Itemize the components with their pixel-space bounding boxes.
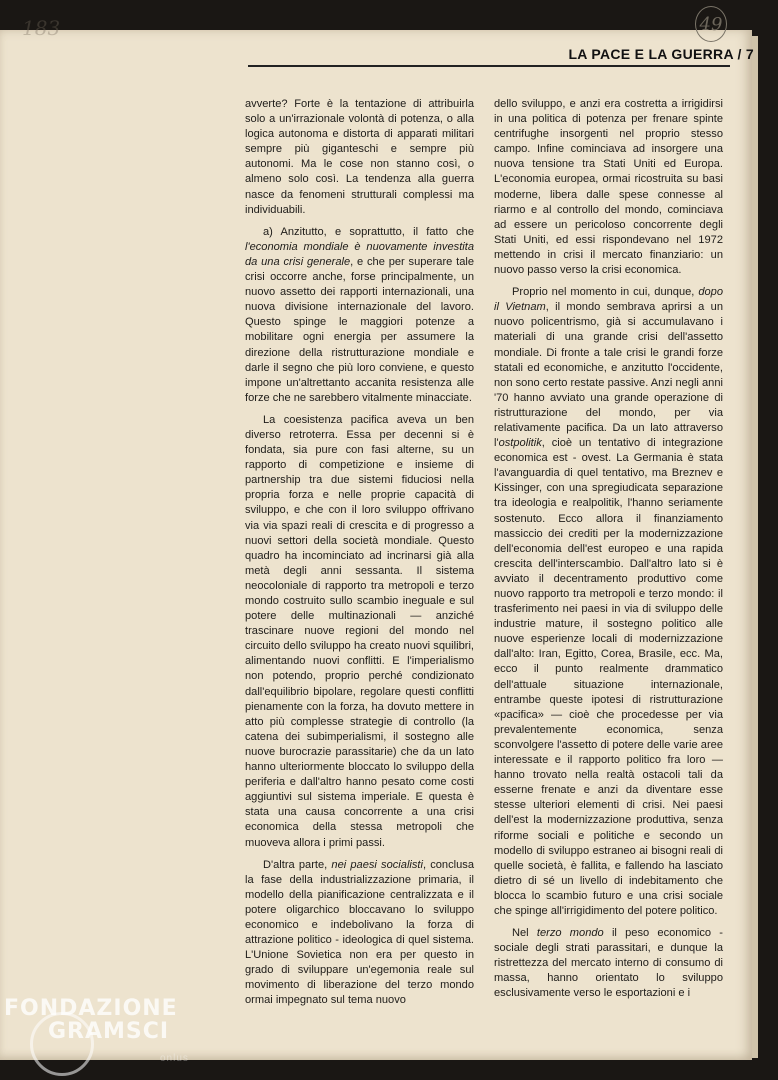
watermark-line-1: FONDAZIONE — [4, 996, 178, 1021]
paragraph: avverte? Forte è la tentazione di attribuirla solo a un'irrazionale volontà di potenza, o alla logica autonoma e distorta di apparati militari sempre più giganteschi e sempre più autonomi. Ma le cose non stanno così, o almeno solo così. La tendenza alla guerra nasce da fenomeni strutturali complessi ma individuabili. — [245, 98, 474, 216]
faint-pencil-note: 183 — [22, 16, 61, 40]
watermark — [4, 996, 178, 1044]
watermark-subtitle: onlus — [160, 1053, 189, 1064]
watermark-line-2: GRAMSCI — [48, 1019, 170, 1044]
paragraph: Nel terzo mondo il peso economico - sociale degli strati parassitari, e dunque la ristrettezza del mercato interno di consumo di massa, hanno orientato lo sviluppo esclusivamente verso le esportazioni e i — [494, 927, 723, 1000]
paragraph: dello sviluppo, e anzi era costretta a irrigidirsi in una politica di potenza per frenare spinte centrifughe insorgenti nel proprio stesso campo. Infine cominciava ad insorgere una nuova tensione tra Stati Uniti ed Europa. L'economia europea, ormai ricostruita su basi moderne, libera dalle spese connesse al riarmo e al controllo del mondo, cominciava ad essere un pericoloso concorrente degli Stati Uniti, ed essi rispondevano nel 1972 mettendo in crisi il mercato finanziario: un nuovo passo verso la crisi economica. — [494, 98, 723, 277]
paragraph: La coesistenza pacifica aveva un ben diverso retroterra. Essa per decenni si è fondata, sia pure con fasi alterne, su un rapporto di competizione e insieme di partnership tra due sistemi fiduciosi nella propria forza e nelle proprie capacità di sviluppo, e che con il loro sviluppo offrivano via via spazi reali di crescita e di progresso a nuovi settori della società mondiale. Questo quadro ha incominciato ad incrinarsi già alla metà degli anni sessanta. Il sistema neocoloniale di rapporto tra metropoli e terzo mondo costruito sullo scambio ineguale e sul potere delle multinazionali — anziché trascinare nuove regioni del mondo nel circuito dello sviluppo ha creato nuovi squilibri, alimentando nuovi conflitti. E l'imperialismo non potendo, proprio perché condizionato dall'equilibrio bipolare, regolare questi conflitti pienamente con la forza, ha dovuto mettere in atto più complesse strategie di controllo (la catena dei subimperialismi, il sostegno alle nuove burocrazie parassitarie) che da un lato hanno ulteriormente bloccato lo sviluppo della periferia e dall'altro hanno pesato come costi aggiuntivi sul sistema imperiale. E questa è stata una causa concorrente a una crisi economica della stessa metropoli che muoveva allora i primi passi. — [245, 413, 474, 849]
right-column — [494, 97, 723, 1009]
running-header: LA PACE E LA GUERRA / 7 — [568, 46, 754, 62]
handwritten-page-number: 49 — [695, 6, 727, 42]
paragraph: D'altra parte, nei paesi socialisti, conclusa la fase della industrializzazione primaria, il modello della pianificazione centralizzata e il potere oligarchico bloccavano lo sviluppo economico e indebolivano la forza di attrazione politico - ideologica di quel sistema. L'Unione Sovietica non era per questo in grado di sviluppare un'egemonia reale sul movimento di liberazione del terzo mondo ormai impegnato sul tema nuovo — [245, 858, 474, 1007]
paragraph: Proprio nel momento in cui, dunque, dopo il Vietnam, il mondo sembrava aprirsi a un nuovo policentrismo, già si accumulavano i materiali di una grande crisi dell'assetto mondiale. Di fronte a tale crisi le grandi forze statali ed economiche, e anzitutto l'occidente, non sono certo restate passive. Anzi negli anni '70 hanno avviato una grande operazione di ristrutturazione del mondo, per via relativamente pacifica. Da un lato attraverso l'ostpolitik, cioè un tentativo di integrazione economica est - ovest. La Germania è stata l'avanguardia di quel tentativo, ma Breznev e Kissinger, con una spregiudicata separazione tra ideologia e realpolitik, l'hanno seriamente sostenuto. Ecco allora il finanziamento massiccio dei crediti per la modernizzazione dell'economia dell'est europeo e una rapida crescita dell'interscambio. Dall'altro lato si è avviato il decentramento produttivo come nuovo rapporto tra metropoli e terzo mondo: il trasferimento nei paesi in via di sviluppo delle industrie mature, il sostegno politico alle nuove esperienze locali di modernizzazione dall'alto: Iran, Egitto, Corea, Brasile, ecc. Ma, ecco il punto realmente drammatico dell'attuale situazione internazionale, entrambe queste ipotesi di ristrutturazione «pacifica» — cioè che procedesse per via prevalentemente economica, senza sconvolgere l'assetto di potere delle varie aree interessate e il rapporto politico fra loro — hanno trovato nella realtà ostacoli tali da esserne frenate e anzi da diventare esse stesse ulteriori elementi di crisi. Nei paesi dell'est la modernizzazione produttiva, senza riforme sociali e politiche e secondo un modello di sviluppo estraneo ai bisogni reali di quelle società, è fallita, e fallendo ha lasciato dietro di sé un livello di indebitamento che blocca lo scambio futuro e una crisi sociale che spinge all'irrigidimento del potere politico. — [494, 286, 723, 917]
left-column — [245, 97, 474, 1016]
header-rule — [248, 65, 730, 67]
page-edge — [752, 36, 758, 1058]
paragraph: a) Anzitutto, e soprattutto, il fatto che l'economia mondiale è nuovamente investita da una crisi generale, e che per superare tale crisi occorre anche, forse principalmente, un nuovo assetto dei rapporti internazionali, una nuova divisione internazionale del lavoro. Questo spinge le maggiori potenze a mobilitare ogni energia per assumere la direzione della ristrutturazione mondiale e darle il segno che più loro conviene, e questo impone un'altrettanto accanita resistenza alle forze che ne sarebbero vitalmente minacciate. — [245, 225, 474, 404]
